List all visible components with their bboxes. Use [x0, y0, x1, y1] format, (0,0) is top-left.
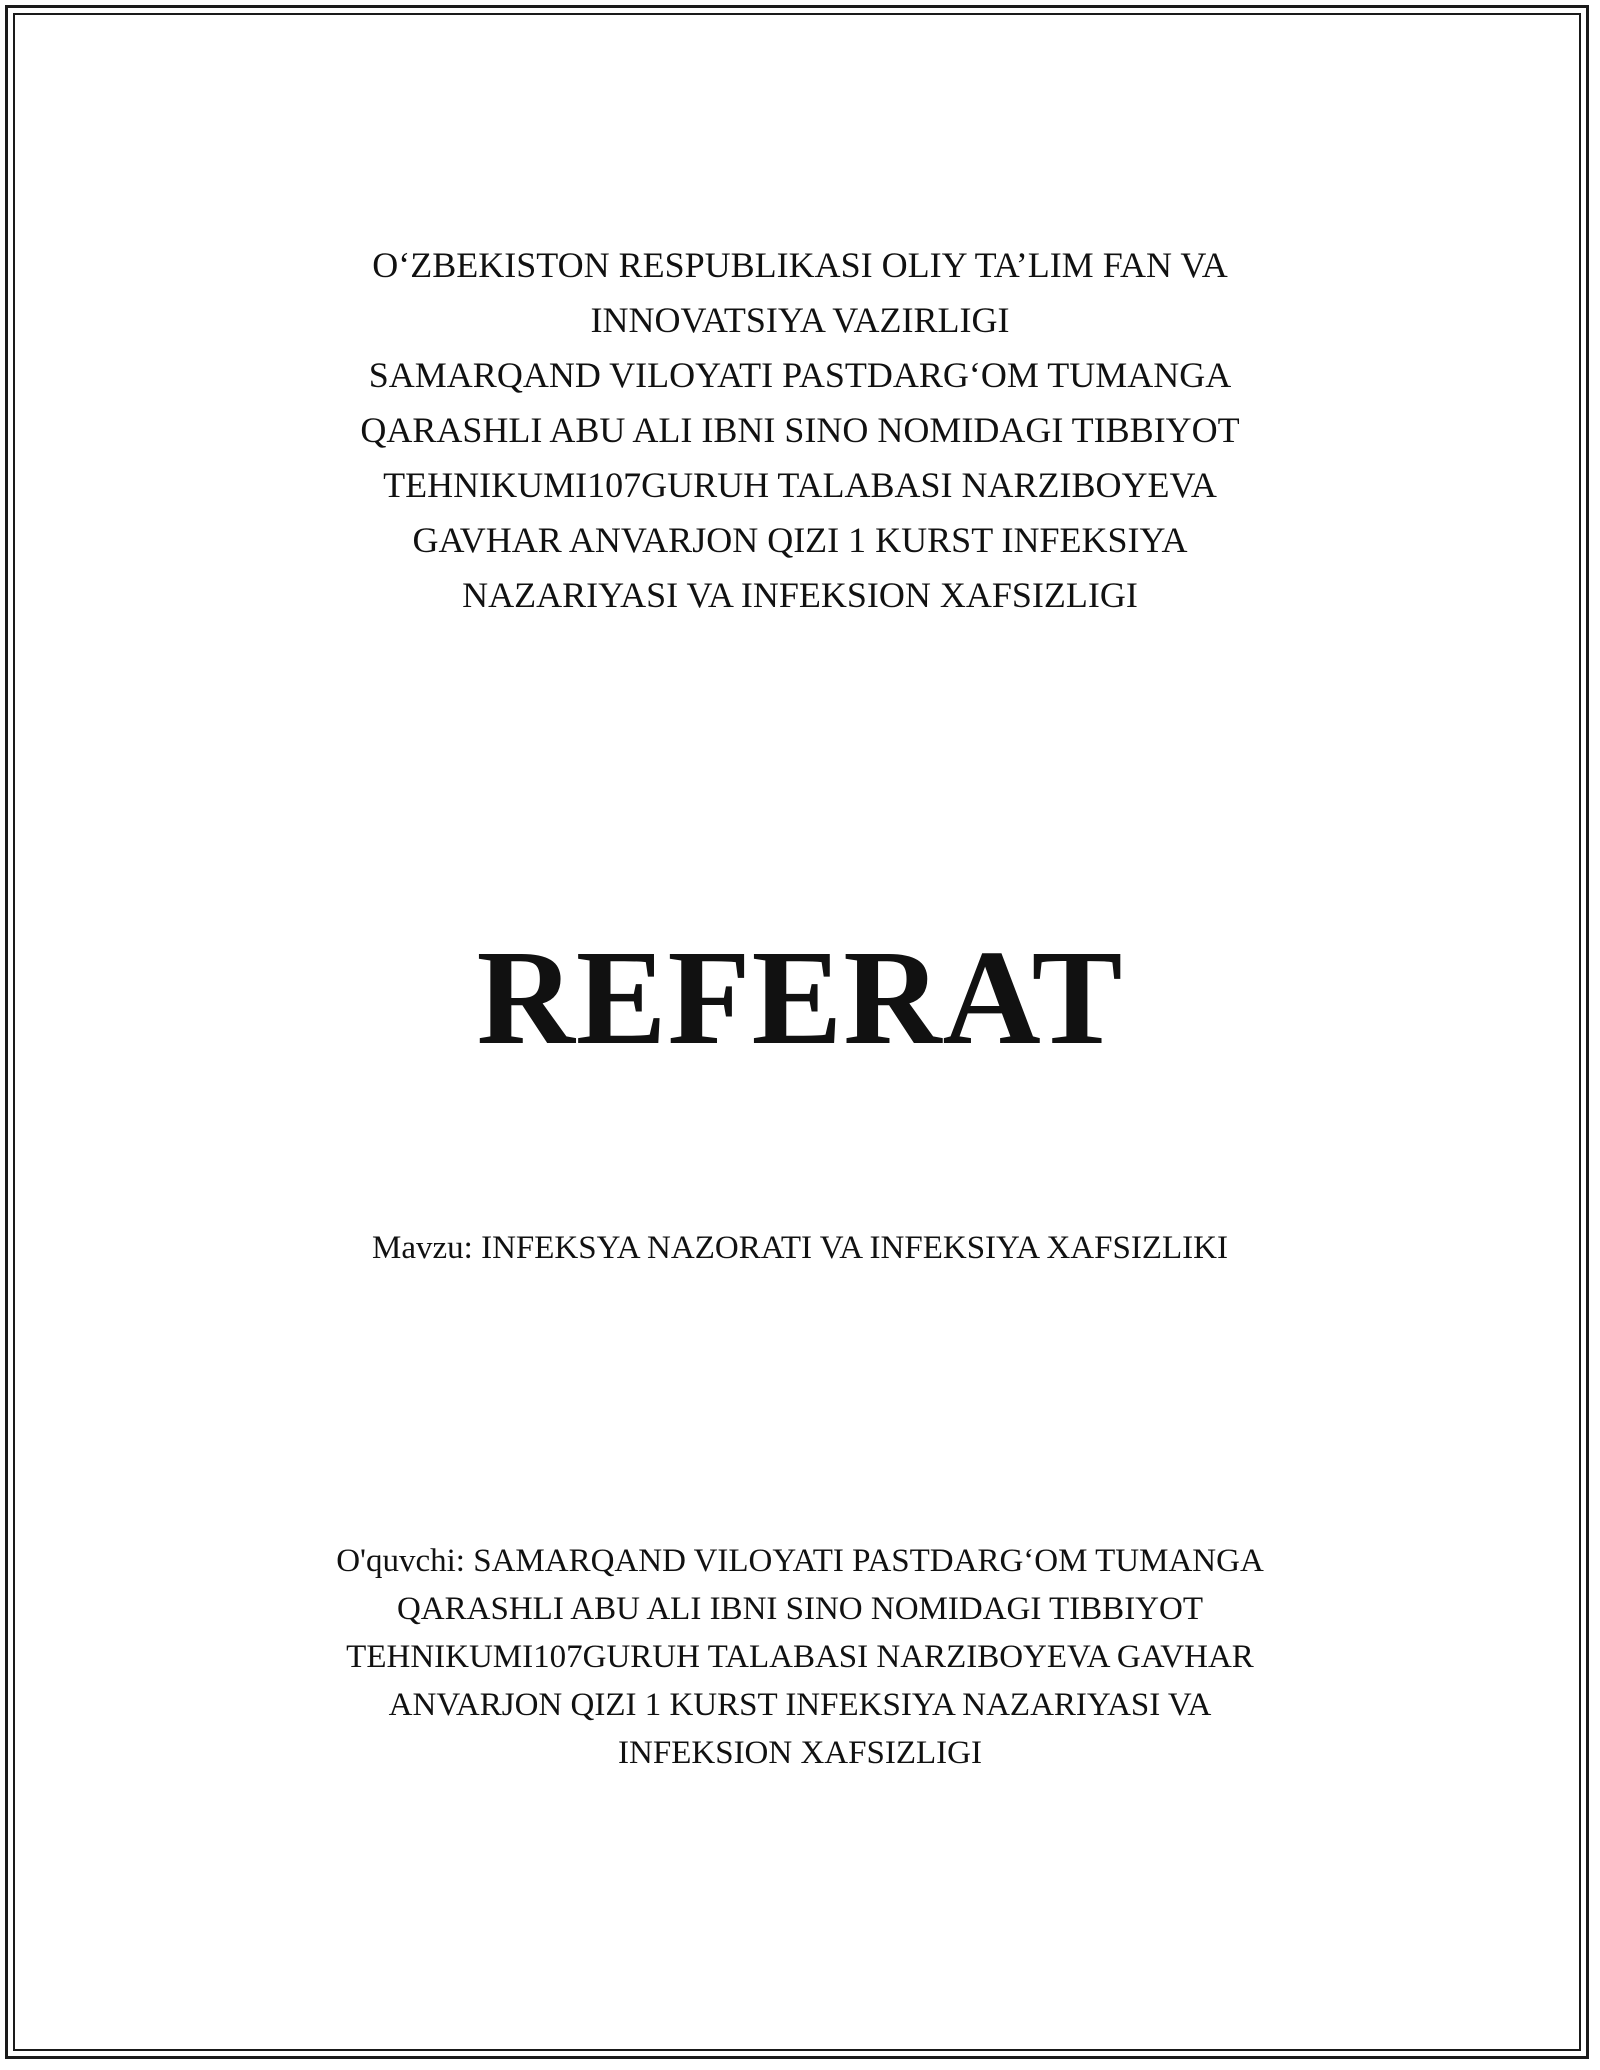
student-line: QARASHLI ABU ALI IBNI SINO NOMIDAGI TIBBIYOT [396, 1591, 1204, 1627]
topic-line: Mavzu: INFEKSYA NAZORATI VA INFEKSIYA XAFSIZLIKI [372, 1230, 1228, 1266]
header-line: QARASHLI ABU ALI IBNI SINO NOMIDAGI TIBBIYOT [360, 410, 1240, 450]
header-line: TEHNIKUMI107GURUH TALABASI NARZIBOYEVA [383, 465, 1217, 505]
student-line: INFEKSION XAFSIZLIGI [618, 1735, 982, 1771]
student-info [220, 1537, 1380, 1777]
header-line: INNOVATSIYA VAZIRLIGI [590, 300, 1010, 340]
header-line: NAZARIYASI VA INFEKSION XAFSIZLIGI [462, 575, 1138, 615]
student-line: ANVARJON QIZI 1 KURST INFEKSIYA NAZARIYASI VA [388, 1687, 1212, 1723]
ministry-header [220, 238, 1380, 623]
document-title: REFERAT [476, 923, 1124, 1073]
header-line: GAVHAR ANVARJON QIZI 1 KURST INFEKSIYA [412, 520, 1188, 560]
student-line: TEHNIKUMI107GURUH TALABASI NARZIBOYEVA GAVHAR [346, 1639, 1254, 1675]
student-line: O'quvchi: SAMARQAND VILOYATI PASTDARG‘OM TUMANGA [336, 1543, 1264, 1579]
header-line: SAMARQAND VILOYATI PASTDARG‘OM TUMANGA [368, 355, 1232, 395]
header-line: O‘ZBEKISTON RESPUBLIKASI OLIY TA’LIM FAN VA [372, 245, 1228, 285]
